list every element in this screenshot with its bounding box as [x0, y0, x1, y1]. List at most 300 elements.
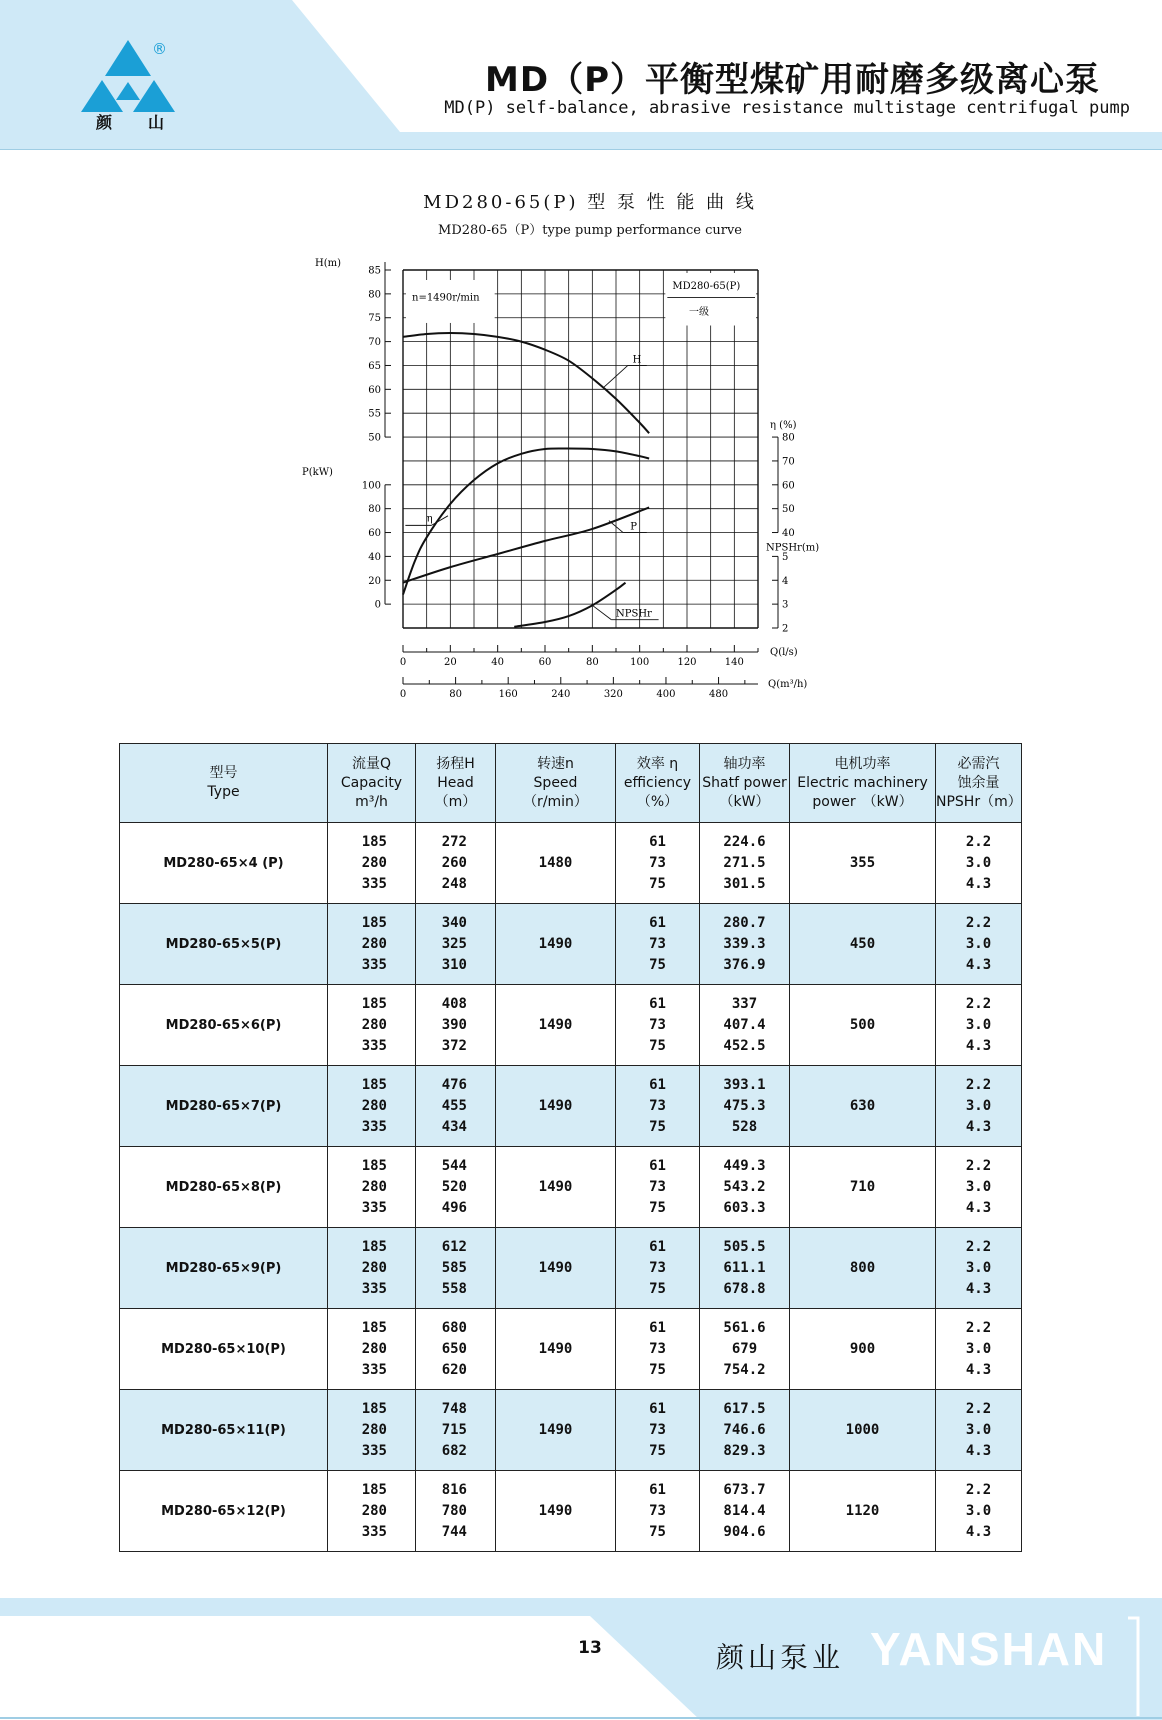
cell-value: 620: [441, 1361, 467, 1378]
cell-value: 61: [649, 1076, 666, 1093]
cell-value: 310: [441, 956, 467, 973]
header-text: （%）: [636, 793, 679, 810]
cell-value: 372: [441, 1037, 467, 1054]
table-row: [120, 904, 1022, 985]
cell-value: 73: [649, 1502, 666, 1519]
eta-axis-tick-label: 80: [782, 432, 795, 444]
series-label: H: [632, 354, 642, 366]
cell-value: 528: [731, 1118, 758, 1135]
table-cell: [700, 1390, 790, 1471]
cell-value: 780: [441, 1502, 467, 1519]
q-ls-tick-label: 120: [677, 657, 697, 668]
cell-value: 280: [361, 1178, 387, 1195]
table-cell: [416, 1390, 496, 1471]
p-axis-tick-label: 80: [368, 504, 381, 516]
table-cell: [936, 1066, 1022, 1147]
cell-value: 3.0: [965, 1259, 992, 1276]
cell-value: 393.1: [723, 1076, 766, 1093]
cell-value: 543.2: [723, 1178, 766, 1195]
npsh-axis-label: NPSHr(m): [766, 542, 820, 554]
table-cell: 355: [790, 823, 936, 904]
cell-value: 678.8: [723, 1280, 766, 1297]
table-cell: [616, 1309, 700, 1390]
npsh-axis-tick-label: 2: [782, 623, 789, 635]
h-axis-tick-label: 55: [368, 408, 381, 420]
header-text: Speed: [533, 774, 578, 791]
cell-value: 3.0: [965, 935, 992, 952]
cell-value: 4.3: [965, 956, 992, 973]
header-text: 效率 η: [636, 755, 679, 772]
cell-value: 376.9: [723, 956, 766, 973]
cell-value: 185: [361, 1238, 387, 1255]
table-cell: [416, 1066, 496, 1147]
table-cell: [328, 823, 416, 904]
table-cell: [328, 1147, 416, 1228]
cell-value: 754.2: [723, 1361, 766, 1378]
header-text: Electric machinery: [797, 774, 928, 791]
cell-value: 746.6: [723, 1421, 766, 1438]
cell-value: 4.3: [965, 1523, 992, 1540]
cell-value: 3.0: [965, 1016, 992, 1033]
cell-value: 335: [361, 875, 387, 892]
cell-value: 496: [441, 1199, 467, 1216]
cell-value: 679: [731, 1340, 758, 1357]
header-cell: [936, 744, 1022, 823]
cell-value: 748: [441, 1400, 467, 1417]
table-cell: [416, 1147, 496, 1228]
cell-value: 829.3: [723, 1442, 766, 1459]
table-cell: [936, 1309, 1022, 1390]
table-cell: 1490: [496, 1309, 616, 1390]
cell-value: 335: [361, 1361, 387, 1378]
table-cell: [936, 1147, 1022, 1228]
table-cell: [700, 1309, 790, 1390]
cell-value: 612: [441, 1238, 467, 1255]
cell-value: 558: [441, 1280, 467, 1297]
table-cell: [416, 904, 496, 985]
chart-curves: [403, 333, 659, 627]
cell-value: 4.3: [965, 1442, 992, 1459]
cell-value: 185: [361, 1157, 387, 1174]
h-axis-tick-label: 85: [368, 265, 381, 277]
cell-value: 904.6: [723, 1523, 766, 1540]
series-label: η: [426, 513, 433, 525]
cell-value: 2.2: [965, 833, 992, 850]
cell-value: 337: [731, 995, 758, 1012]
header-cell: [496, 744, 616, 823]
cell-value: 280: [361, 1502, 387, 1519]
table-cell: 1490: [496, 1471, 616, 1552]
cell-value: 272: [441, 833, 467, 850]
table-cell: MD280-65×6(P): [120, 985, 328, 1066]
npsh-axis-tick-label: 3: [782, 599, 789, 611]
cell-value: 335: [361, 956, 387, 973]
cell-value: 335: [361, 1523, 387, 1540]
eta-axis-label: η (%): [770, 420, 797, 432]
header-text: NPSHr（m）: [936, 793, 1022, 810]
cell-value: 335: [361, 1199, 387, 1216]
h-axis-tick-label: 80: [368, 289, 381, 301]
cell-value: 4.3: [965, 1118, 992, 1135]
header-text: 型号: [209, 765, 238, 781]
cell-value: 271.5: [723, 854, 766, 871]
cell-value: 2.2: [965, 1481, 992, 1498]
p-axis-label: P(kW): [302, 466, 333, 478]
p-axis-tick-label: 100: [361, 480, 381, 492]
table-cell: 1490: [496, 1228, 616, 1309]
header-text: （r/min）: [523, 793, 588, 810]
cell-value: 816: [441, 1481, 467, 1498]
cell-value: 280: [361, 1097, 387, 1114]
h-axis-label: H(m): [315, 258, 342, 269]
eta-axis-tick-label: 50: [782, 504, 795, 516]
eta-axis-tick-label: 70: [782, 456, 795, 468]
cell-value: 3.0: [965, 1421, 992, 1438]
eta-axis-tick-label: 60: [782, 480, 795, 492]
table-cell: MD280-65×12(P): [120, 1471, 328, 1552]
table-cell: [328, 904, 416, 985]
svg-text:山: 山: [148, 113, 165, 130]
p-axis-tick-label: 20: [368, 575, 381, 587]
cell-value: 73: [649, 1178, 666, 1195]
table-cell: [700, 1066, 790, 1147]
table-cell: 1490: [496, 1147, 616, 1228]
cell-value: 452.5: [723, 1037, 766, 1054]
cell-value: 3.0: [965, 1502, 992, 1519]
q-ls-tick-label: 100: [630, 657, 650, 668]
table-cell: [416, 1471, 496, 1552]
table-cell: 1120: [790, 1471, 936, 1552]
q-ls-tick-label: 60: [538, 657, 552, 668]
cell-value: 2.2: [965, 995, 992, 1012]
cell-value: 185: [361, 1319, 387, 1336]
cell-value: 814.4: [723, 1502, 766, 1519]
q-ls-tick-label: 20: [443, 657, 457, 668]
cell-value: 682: [441, 1442, 467, 1459]
header-cell: [416, 744, 496, 823]
cell-value: 4.3: [965, 1361, 992, 1378]
table-cell: [616, 823, 700, 904]
cell-value: 61: [649, 1157, 666, 1174]
cell-value: 185: [361, 833, 387, 850]
table-cell: MD280-65×9(P): [120, 1228, 328, 1309]
cell-value: 561.6: [723, 1319, 766, 1336]
cell-value: 2.2: [965, 1238, 992, 1255]
header-cell: [120, 744, 328, 823]
header-text: 流量Q: [351, 755, 392, 772]
cell-value: 280: [361, 1259, 387, 1276]
table-cell: MD280-65×7(P): [120, 1066, 328, 1147]
series-leader-line: [592, 605, 611, 619]
q-ls-tick-label: 140: [724, 657, 744, 668]
cell-value: 3.0: [965, 1097, 992, 1114]
cell-value: 75: [649, 1118, 666, 1135]
cell-value: 680: [441, 1319, 467, 1336]
cell-value: 2.2: [965, 914, 992, 931]
cell-value: 73: [649, 1421, 666, 1438]
cell-value: 75: [649, 1280, 666, 1297]
h-axis-tick-label: 60: [368, 384, 381, 396]
h-axis-tick-label: 65: [368, 360, 381, 372]
page-number: 13: [578, 1638, 602, 1658]
header-text: 电机功率: [834, 755, 891, 772]
cell-value: 73: [649, 1259, 666, 1276]
table-cell: 1000: [790, 1390, 936, 1471]
table-cell: [936, 1390, 1022, 1471]
cell-value: 185: [361, 914, 387, 931]
table-cell: [700, 985, 790, 1066]
speed-note: n=1490r/min: [412, 292, 480, 304]
table-row: [120, 1147, 1022, 1228]
cell-value: 280.7: [723, 914, 766, 931]
table-cell: 1480: [496, 823, 616, 904]
table-cell: [936, 1228, 1022, 1309]
h-axis-tick-label: 50: [368, 432, 381, 444]
table-cell: [328, 1066, 416, 1147]
cell-value: 61: [649, 1238, 666, 1255]
cell-value: 335: [361, 1442, 387, 1459]
cell-value: 340: [441, 914, 467, 931]
cell-value: 335: [361, 1280, 387, 1297]
cell-value: 715: [441, 1421, 467, 1438]
cell-value: 335: [361, 1118, 387, 1135]
cell-value: 335: [361, 1037, 387, 1054]
table-cell: [328, 1390, 416, 1471]
cell-value: 61: [649, 1400, 666, 1417]
header-text: 扬程H: [436, 755, 475, 772]
table-cell: [616, 1066, 700, 1147]
table-cell: MD280-65×8(P): [120, 1147, 328, 1228]
header-cell: [700, 744, 790, 823]
cell-value: 75: [649, 1199, 666, 1216]
table-cell: [700, 1471, 790, 1552]
cell-value: 75: [649, 1442, 666, 1459]
cell-value: 3.0: [965, 1340, 992, 1357]
cell-value: 75: [649, 1037, 666, 1054]
cell-value: 617.5: [723, 1400, 766, 1417]
cell-value: 248: [441, 875, 467, 892]
header-text: 蚀余量: [957, 774, 1000, 791]
table-cell: 710: [790, 1147, 936, 1228]
spec-table: [119, 743, 1022, 1552]
cell-value: 3.0: [965, 1178, 992, 1195]
cell-value: 4.3: [965, 1037, 992, 1054]
q-m3h-tick-label: 80: [449, 689, 462, 700]
table-cell: 630: [790, 1066, 936, 1147]
table-cell: [616, 1390, 700, 1471]
table-cell: 450: [790, 904, 936, 985]
h-axis-tick-label: 70: [368, 337, 381, 349]
cell-value: 73: [649, 1097, 666, 1114]
brand-name-zh: 颜山泵业: [716, 1641, 845, 1674]
table-cell: MD280-65×4 (P): [120, 823, 328, 904]
table-cell: [616, 1228, 700, 1309]
cell-value: 505.5: [723, 1238, 766, 1255]
p-axis-tick-label: 0: [374, 599, 381, 611]
table-cell: MD280-65×11(P): [120, 1390, 328, 1471]
table-cell: [616, 1471, 700, 1552]
cell-value: 434: [441, 1118, 467, 1135]
table-row: [120, 1309, 1022, 1390]
table-cell: [416, 823, 496, 904]
performance-chart: [300, 250, 860, 705]
table-cell: [936, 985, 1022, 1066]
legend-stage: 一级: [689, 307, 709, 319]
company-logo: [78, 38, 188, 130]
q-m3h-tick-label: 0: [399, 689, 407, 700]
cell-value: 2.2: [965, 1076, 992, 1093]
header-text: power （kW）: [812, 793, 913, 810]
npsh-axis-tick-label: 5: [782, 551, 789, 563]
cell-value: 390: [441, 1016, 467, 1033]
table-cell: [616, 1147, 700, 1228]
table-cell: MD280-65×5(P): [120, 904, 328, 985]
series-label: NPSHr: [616, 608, 652, 620]
table-cell: [700, 823, 790, 904]
cell-value: 2.2: [965, 1400, 992, 1417]
table-row: [120, 1228, 1022, 1309]
cell-value: 4.3: [965, 875, 992, 892]
cell-value: 4.3: [965, 1280, 992, 1297]
cell-value: 2.2: [965, 1157, 992, 1174]
cell-value: 75: [649, 875, 666, 892]
cell-value: 744: [441, 1523, 467, 1540]
cell-value: 475.3: [723, 1097, 766, 1114]
table-cell: 1490: [496, 904, 616, 985]
table-row: [120, 823, 1022, 904]
table-cell: 800: [790, 1228, 936, 1309]
table-cell: MD280-65×10(P): [120, 1309, 328, 1390]
h-axis-tick-label: 75: [368, 313, 381, 325]
header-text: Head: [437, 774, 474, 791]
header-text: 转速n: [537, 755, 574, 772]
table-cell: 500: [790, 985, 936, 1066]
series-label: P: [630, 521, 637, 533]
eta-axis-tick-label: 40: [782, 528, 795, 540]
cell-value: 185: [361, 1481, 387, 1498]
table-cell: 900: [790, 1309, 936, 1390]
table-row: [120, 985, 1022, 1066]
q-ls-tick-label: 80: [585, 657, 599, 668]
table-cell: [416, 1228, 496, 1309]
q-m3h-tick-label: 480: [709, 689, 729, 700]
cell-value: 280: [361, 1421, 387, 1438]
cell-value: 185: [361, 995, 387, 1012]
cell-value: 673.7: [723, 1481, 766, 1498]
cell-value: 449.3: [723, 1157, 766, 1174]
table-cell: [616, 985, 700, 1066]
cell-value: 73: [649, 1340, 666, 1357]
cell-value: 325: [441, 935, 467, 952]
cell-value: 185: [361, 1400, 387, 1417]
q-m3h-tick-label: 320: [603, 689, 623, 700]
cell-value: 2.2: [965, 1319, 992, 1336]
cell-value: 408: [441, 995, 467, 1012]
q-ls-tick-label: 40: [491, 657, 505, 668]
q-m3h-tick-label: 240: [551, 689, 571, 700]
table-cell: [616, 904, 700, 985]
cell-value: 585: [441, 1259, 467, 1276]
header-text: 轴功率: [723, 755, 766, 772]
q-m3h-tick-label: 400: [656, 689, 676, 700]
header-text: 必需汽: [957, 755, 1000, 772]
table-cell: [936, 904, 1022, 985]
q-ls-tick-label: 0: [399, 657, 407, 668]
cell-value: 61: [649, 995, 666, 1012]
chart-title: MD280-65(P) 型 泵 性 能 曲 线: [423, 192, 757, 213]
cell-value: 185: [361, 1076, 387, 1093]
brand-name-en: YANSHAN: [870, 1623, 1108, 1675]
p-axis-tick-label: 60: [368, 528, 381, 540]
page-title: MD（P）平衡型煤矿用耐磨多级离心泵: [485, 60, 1100, 100]
cell-value: 61: [649, 1319, 666, 1336]
cell-value: 455: [441, 1097, 467, 1114]
header-text: （m）: [434, 793, 477, 810]
table-cell: [700, 1228, 790, 1309]
header-text: （kW）: [719, 793, 770, 810]
logo-lettering: 颜: [96, 113, 113, 130]
cell-value: 61: [649, 1481, 666, 1498]
table-cell: 1490: [496, 1390, 616, 1471]
chart-subtitle: MD280-65（P）type pump performance curve: [438, 223, 742, 238]
cell-value: 520: [441, 1178, 467, 1195]
npsh-axis-tick-label: 4: [782, 575, 789, 587]
header-text: m³/h: [355, 793, 388, 810]
page-subtitle: MD(P) self-balance, abrasive resistance multistage centrifugal pump: [444, 98, 1130, 118]
cell-value: 650: [441, 1340, 467, 1357]
series-line-H: [403, 333, 649, 433]
table-cell: [416, 985, 496, 1066]
cell-value: 61: [649, 914, 666, 931]
q-ls-axis-label: Q(l/s): [770, 647, 798, 658]
table-row: [120, 1471, 1022, 1552]
header-text: Type: [207, 784, 240, 800]
cell-value: 75: [649, 1361, 666, 1378]
header-text: Shatf power: [702, 774, 787, 791]
table-row: [120, 1390, 1022, 1471]
cell-value: 339.3: [723, 935, 766, 952]
table-cell: [936, 1471, 1022, 1552]
cell-value: 603.3: [723, 1199, 766, 1216]
cell-value: 407.4: [723, 1016, 766, 1033]
header-cell: [328, 744, 416, 823]
table-cell: [328, 1309, 416, 1390]
cell-value: 75: [649, 1523, 666, 1540]
cell-value: 301.5: [723, 875, 766, 892]
cell-value: 73: [649, 854, 666, 871]
table-cell: [328, 985, 416, 1066]
table-cell: [700, 904, 790, 985]
table-cell: [328, 1228, 416, 1309]
cell-value: 4.3: [965, 1199, 992, 1216]
cell-value: 280: [361, 1340, 387, 1357]
cell-value: 611.1: [723, 1259, 766, 1276]
series-line-npsh: [514, 583, 625, 627]
p-axis-tick-label: 40: [368, 551, 381, 563]
table-cell: [936, 823, 1022, 904]
cell-value: 73: [649, 1016, 666, 1033]
cell-value: 280: [361, 1016, 387, 1033]
header-text: Capacity: [340, 774, 403, 791]
table-cell: [328, 1471, 416, 1552]
header-text: efficiency: [623, 774, 692, 791]
table-cell: [700, 1147, 790, 1228]
table-cell: [416, 1309, 496, 1390]
header-cell: [616, 744, 700, 823]
cell-value: 224.6: [723, 833, 766, 850]
cell-value: 3.0: [965, 854, 992, 871]
cell-value: 61: [649, 833, 666, 850]
